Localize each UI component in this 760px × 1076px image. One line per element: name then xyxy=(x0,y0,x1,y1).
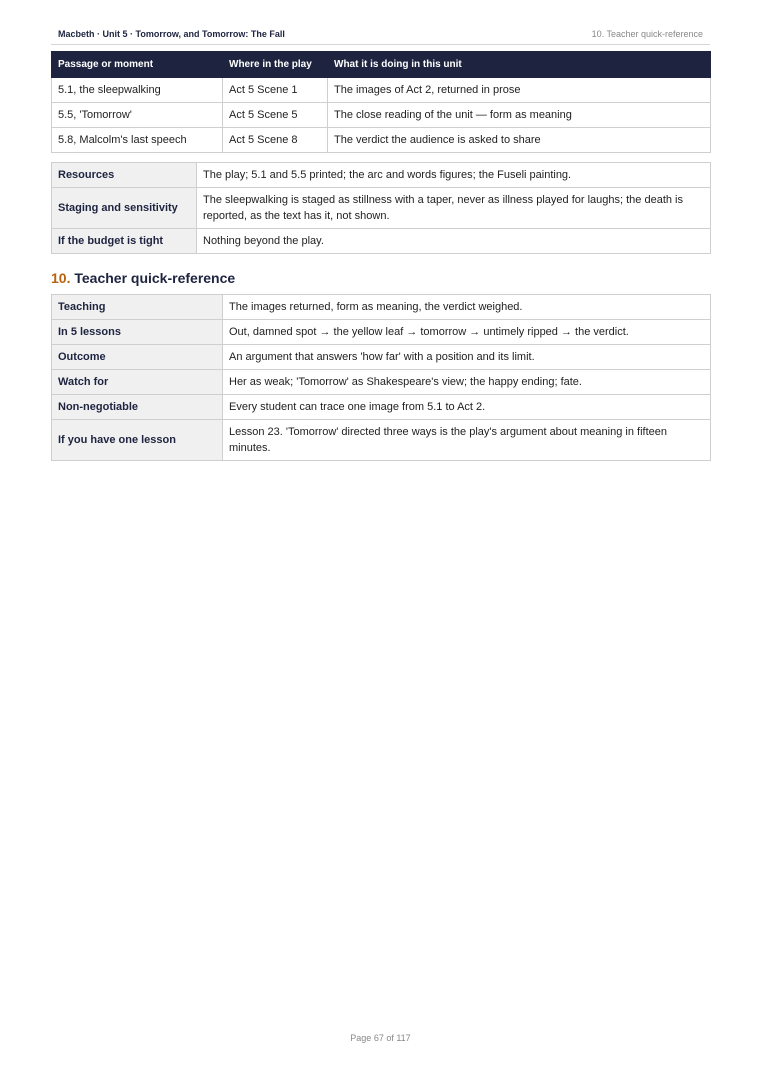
section-number: 10. xyxy=(51,270,71,286)
teaching-value: The images returned, form as meaning, the verdict weighed. xyxy=(223,295,711,320)
purpose-cell: The images of Act 2, returned in prose xyxy=(328,78,711,103)
location-cell: Act 5 Scene 8 xyxy=(223,128,328,153)
quick-reference-table xyxy=(51,294,711,461)
staging-label: Staging and sensitivity xyxy=(52,188,197,229)
table-row xyxy=(52,103,711,128)
resources-label: Resources xyxy=(52,163,197,188)
column-header-passage: Passage or moment xyxy=(52,52,223,78)
watch-for-label: Watch for xyxy=(52,370,223,395)
passages-table xyxy=(51,51,711,153)
budget-value: Nothing beyond the play. xyxy=(197,229,711,254)
staging-value: The sleepwalking is staged as stillness with a taper, never as illness played for laughs; the death is reported, as the text has it, not shown. xyxy=(197,188,711,229)
table-row xyxy=(52,78,711,103)
purpose-cell: The close reading of the unit — form as meaning xyxy=(328,103,711,128)
five-lessons-value: Out, damned spot → the yellow leaf → tomorrow → untimely ripped → the verdict. xyxy=(223,320,711,345)
table-row xyxy=(52,395,711,420)
section-heading xyxy=(51,270,235,286)
header-section-title: 10. Teacher quick-reference xyxy=(591,29,703,39)
watch-for-value: Her as weak; 'Tomorrow' as Shakespeare's view; the happy ending; fate. xyxy=(223,370,711,395)
table-row xyxy=(52,229,711,254)
section-title: Teacher quick-reference xyxy=(74,270,236,286)
column-header-purpose: What it is doing in this unit xyxy=(328,52,711,78)
table-row xyxy=(52,420,711,461)
header-unit-title: Macbeth · Unit 5 · Tomorrow, and Tomorrow: The Fall xyxy=(58,29,285,39)
one-lesson-label: If you have one lesson xyxy=(52,420,223,461)
location-cell: Act 5 Scene 1 xyxy=(223,78,328,103)
table-row xyxy=(52,295,711,320)
teaching-label: Teaching xyxy=(52,295,223,320)
column-header-where: Where in the play xyxy=(223,52,328,78)
five-lessons-label: In 5 lessons xyxy=(52,320,223,345)
non-negotiable-value: Every student can trace one image from 5.1 to Act 2. xyxy=(223,395,711,420)
passages-header-row xyxy=(52,52,711,78)
table-row xyxy=(52,128,711,153)
table-row xyxy=(52,163,711,188)
table-row xyxy=(52,370,711,395)
budget-label: If the budget is tight xyxy=(52,229,197,254)
purpose-cell: The verdict the audience is asked to share xyxy=(328,128,711,153)
non-negotiable-label: Non-negotiable xyxy=(52,395,223,420)
passage-cell: 5.8, Malcolm's last speech xyxy=(52,128,223,153)
resources-table xyxy=(51,162,711,254)
outcome-label: Outcome xyxy=(52,345,223,370)
one-lesson-value: Lesson 23. 'Tomorrow' directed three ways is the play's argument about meaning in fifteen minutes. xyxy=(223,420,711,461)
outcome-value: An argument that answers 'how far' with a position and its limit. xyxy=(223,345,711,370)
document-page xyxy=(51,0,710,1076)
passage-cell: 5.5, 'Tomorrow' xyxy=(52,103,223,128)
location-cell: Act 5 Scene 5 xyxy=(223,103,328,128)
table-row xyxy=(52,188,711,229)
resources-value: The play; 5.1 and 5.5 printed; the arc and words figures; the Fuseli painting. xyxy=(197,163,711,188)
passage-cell: 5.1, the sleepwalking xyxy=(52,78,223,103)
table-row xyxy=(52,320,711,345)
running-header xyxy=(51,26,710,45)
page-number: Page 67 of 117 xyxy=(350,1033,411,1043)
table-row xyxy=(52,345,711,370)
